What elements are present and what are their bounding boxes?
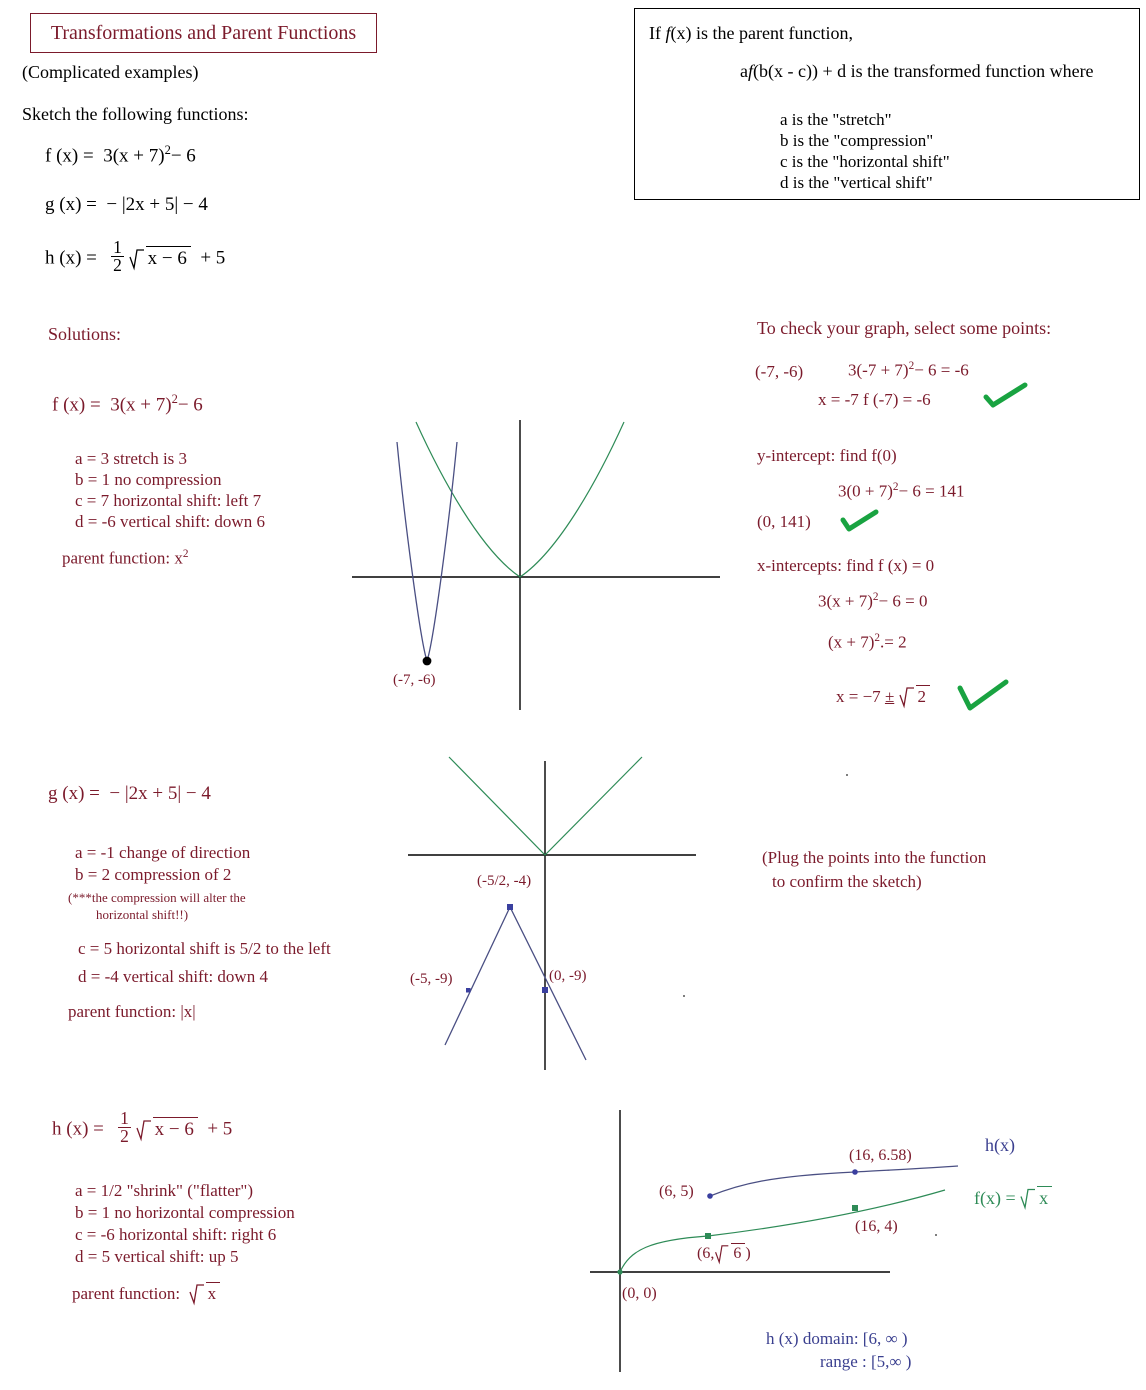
f-solution-equation: f $(x) = 3(x + 7)^2- 6$ bbox=[52, 392, 203, 416]
definition-item-d: d is the "vertical shift" bbox=[780, 173, 933, 192]
sketch-prompt: Sketch the following functions: bbox=[22, 104, 249, 124]
g-parent-function: parent function: |x| bbox=[68, 1002, 196, 1021]
radical-symbol: x bbox=[189, 1282, 221, 1304]
g-solution-equation: g (x) = − |2x + 5| − 4 bbox=[48, 783, 211, 804]
sqrt-icon bbox=[136, 1118, 151, 1142]
g-vertex-label: (-5/2, -4) bbox=[477, 873, 532, 889]
plug-note-line-1: (Plug the points into the function bbox=[762, 848, 987, 867]
subtitle: (Complicated examples) bbox=[22, 62, 199, 82]
f-param-c: c = 7 horizontal shift: left 7 bbox=[75, 491, 262, 510]
origin-point-marker bbox=[617, 1269, 622, 1274]
h-parameter-list bbox=[75, 1180, 295, 1268]
h-range-line: range : [5,∞ ) bbox=[820, 1352, 912, 1371]
radical-symbol: 2 bbox=[899, 685, 931, 707]
point-16-4-marker bbox=[852, 1205, 858, 1211]
y-intercept-point: (0, 141) bbox=[757, 512, 811, 531]
g-left-point-label: (-5, -9) bbox=[410, 971, 453, 987]
y-intercept-calc: $3(0 + 7)^2- 6 = 141$ bbox=[838, 481, 965, 501]
plug-note-line-2: to confirm the sketch) bbox=[772, 872, 922, 891]
definition-item-b: b is the "compression" bbox=[780, 131, 934, 150]
sqrt-icon bbox=[714, 1244, 729, 1264]
point-16-4-label: (16, 4) bbox=[855, 1218, 898, 1235]
g-parameter-list-top bbox=[75, 842, 250, 886]
sqrt-icon bbox=[1020, 1187, 1035, 1210]
f-parent-function: parent function: $x^2$ bbox=[62, 548, 189, 568]
check-calc-1-line2: x = -7 f (-7) = -6 bbox=[818, 390, 931, 409]
g-param-b: b = 2 compression of 2 bbox=[75, 865, 232, 884]
sqrt-icon bbox=[899, 686, 914, 708]
g-right-point-label: (0, -9) bbox=[549, 968, 587, 984]
definition-item-a: a is the "stretch" bbox=[780, 110, 892, 129]
point-16-658-marker bbox=[852, 1169, 858, 1175]
f-curve-label: f(x) = x bbox=[974, 1186, 1052, 1209]
h-param-c: c = -6 horizontal shift: right 6 bbox=[75, 1225, 277, 1244]
g-param-a: a = -1 change of direction bbox=[75, 843, 251, 862]
fraction-one-half: $\frac{1}{2}$ bbox=[113, 237, 122, 276]
point-6-sqrt6-label: (6, 6 ) bbox=[697, 1245, 751, 1262]
g-param-d: d = -4 vertical shift: down 4 bbox=[78, 967, 268, 986]
check-calc-1: $3(-7 + 7)^2- 6 = -6$ bbox=[848, 360, 969, 380]
x-intercepts-calc-2: $(x + 7)^2.= 2$ bbox=[828, 632, 907, 652]
definition-line-1: If f(x) is the parent function, bbox=[649, 23, 853, 43]
right-point-marker bbox=[542, 987, 548, 993]
point-6-sqrt6-marker bbox=[705, 1233, 711, 1239]
vertex-point-marker bbox=[507, 904, 513, 910]
left-point-marker bbox=[466, 988, 471, 993]
checkmark-icon-2 bbox=[840, 508, 882, 534]
sqrt-icon bbox=[189, 1283, 204, 1305]
g-parameter-list-bottom bbox=[78, 935, 331, 991]
f-param-d: d = -6 vertical shift: down 6 bbox=[75, 512, 265, 531]
definition-line-2: af(b(x - c)) + d is the transformed function where bbox=[740, 61, 1094, 81]
problem-g: g (x) = − |2x + 5| − 4 bbox=[45, 194, 208, 215]
fraction-one-half: $\frac{1}{2}$ bbox=[120, 1108, 129, 1147]
f-param-b: b = 1 no compression bbox=[75, 470, 222, 489]
plug-points-note bbox=[762, 846, 986, 894]
solutions-heading: Solutions: bbox=[48, 324, 122, 344]
x-intercepts-heading: x-intercepts: find f (x) = 0 bbox=[757, 556, 935, 575]
h-solution-equation: h (x) = $\frac{1}{2}$ x − 6 + 5 bbox=[52, 1108, 233, 1147]
f-vertex-label: (-7, -6) bbox=[393, 672, 436, 688]
graph-parabola bbox=[340, 420, 720, 710]
f-parameter-list bbox=[75, 448, 265, 532]
g-param-c: c = 5 horizontal shift is 5/2 to the left bbox=[78, 939, 331, 958]
stray-dot bbox=[935, 1234, 937, 1236]
stray-dot bbox=[846, 774, 848, 776]
radical-symbol: x − 6 bbox=[129, 246, 191, 270]
origin-label: (0, 0) bbox=[622, 1285, 657, 1302]
h-curve-label: h(x) bbox=[985, 1135, 1015, 1155]
radical-symbol: x − 6 bbox=[136, 1117, 198, 1141]
checkmark-icon-3 bbox=[956, 678, 1012, 714]
h-parent-function: parent function: x bbox=[72, 1282, 220, 1304]
parent-function-definition-box bbox=[634, 8, 1140, 200]
definition-item-c: c is the "horizontal shift" bbox=[780, 152, 950, 171]
worksheet-title-box bbox=[30, 13, 377, 53]
g-note-line-2: horizontal shift!!) bbox=[96, 907, 189, 922]
graph-absolute-value bbox=[400, 755, 700, 1070]
vertex-point-marker bbox=[423, 657, 432, 666]
checkmark-icon-1 bbox=[983, 382, 1031, 410]
x-intercepts-calc-1: $3(x + 7)^2- 6 = 0$ bbox=[818, 591, 928, 611]
h-param-a: a = 1/2 "shrink" ("flatter") bbox=[75, 1181, 254, 1200]
sqrt-icon bbox=[129, 247, 144, 271]
h-param-b: b = 1 no horizontal compression bbox=[75, 1203, 295, 1222]
g-compression-note bbox=[68, 889, 246, 923]
plus-minus-symbol: ± bbox=[884, 687, 895, 706]
definition-item-list bbox=[780, 109, 950, 193]
h-domain-line: h (x) domain: [6, ∞ ) bbox=[766, 1329, 908, 1348]
y-intercept-heading: y-intercept: find f(0) bbox=[757, 446, 897, 465]
radical-symbol: x bbox=[1020, 1186, 1052, 1209]
point-16-658-label: (16, 6.58) bbox=[849, 1147, 912, 1164]
f-italic-glyph: f bbox=[665, 23, 671, 43]
problem-h: h (x) = $\frac{1}{2}$ x − 6 + 5 bbox=[45, 237, 226, 276]
check-point-1: (-7, -6) bbox=[755, 362, 804, 381]
f-italic-glyph: f bbox=[748, 61, 754, 81]
x-intercepts-answer: x = −7 ± 2 bbox=[836, 685, 930, 707]
problem-f: f $(x) = 3(x + 7)^2- 6$ bbox=[45, 143, 196, 167]
transformed-parabola-curve bbox=[397, 442, 457, 661]
check-graph-heading: To check your graph, select some points: bbox=[757, 318, 1052, 338]
h-param-d: d = 5 vertical shift: up 5 bbox=[75, 1247, 239, 1266]
radical-symbol: 6 bbox=[714, 1243, 745, 1263]
point-6-5-marker bbox=[707, 1193, 713, 1199]
stray-dot bbox=[683, 995, 685, 997]
point-6-5-label: (6, 5) bbox=[659, 1183, 694, 1200]
g-note-line-1: (***the compression will alter the bbox=[68, 890, 246, 905]
f-param-a: a = 3 stretch is 3 bbox=[75, 449, 188, 468]
page-title: Transformations and Parent Functions bbox=[50, 21, 357, 44]
h-sqrt-curve bbox=[710, 1166, 958, 1196]
